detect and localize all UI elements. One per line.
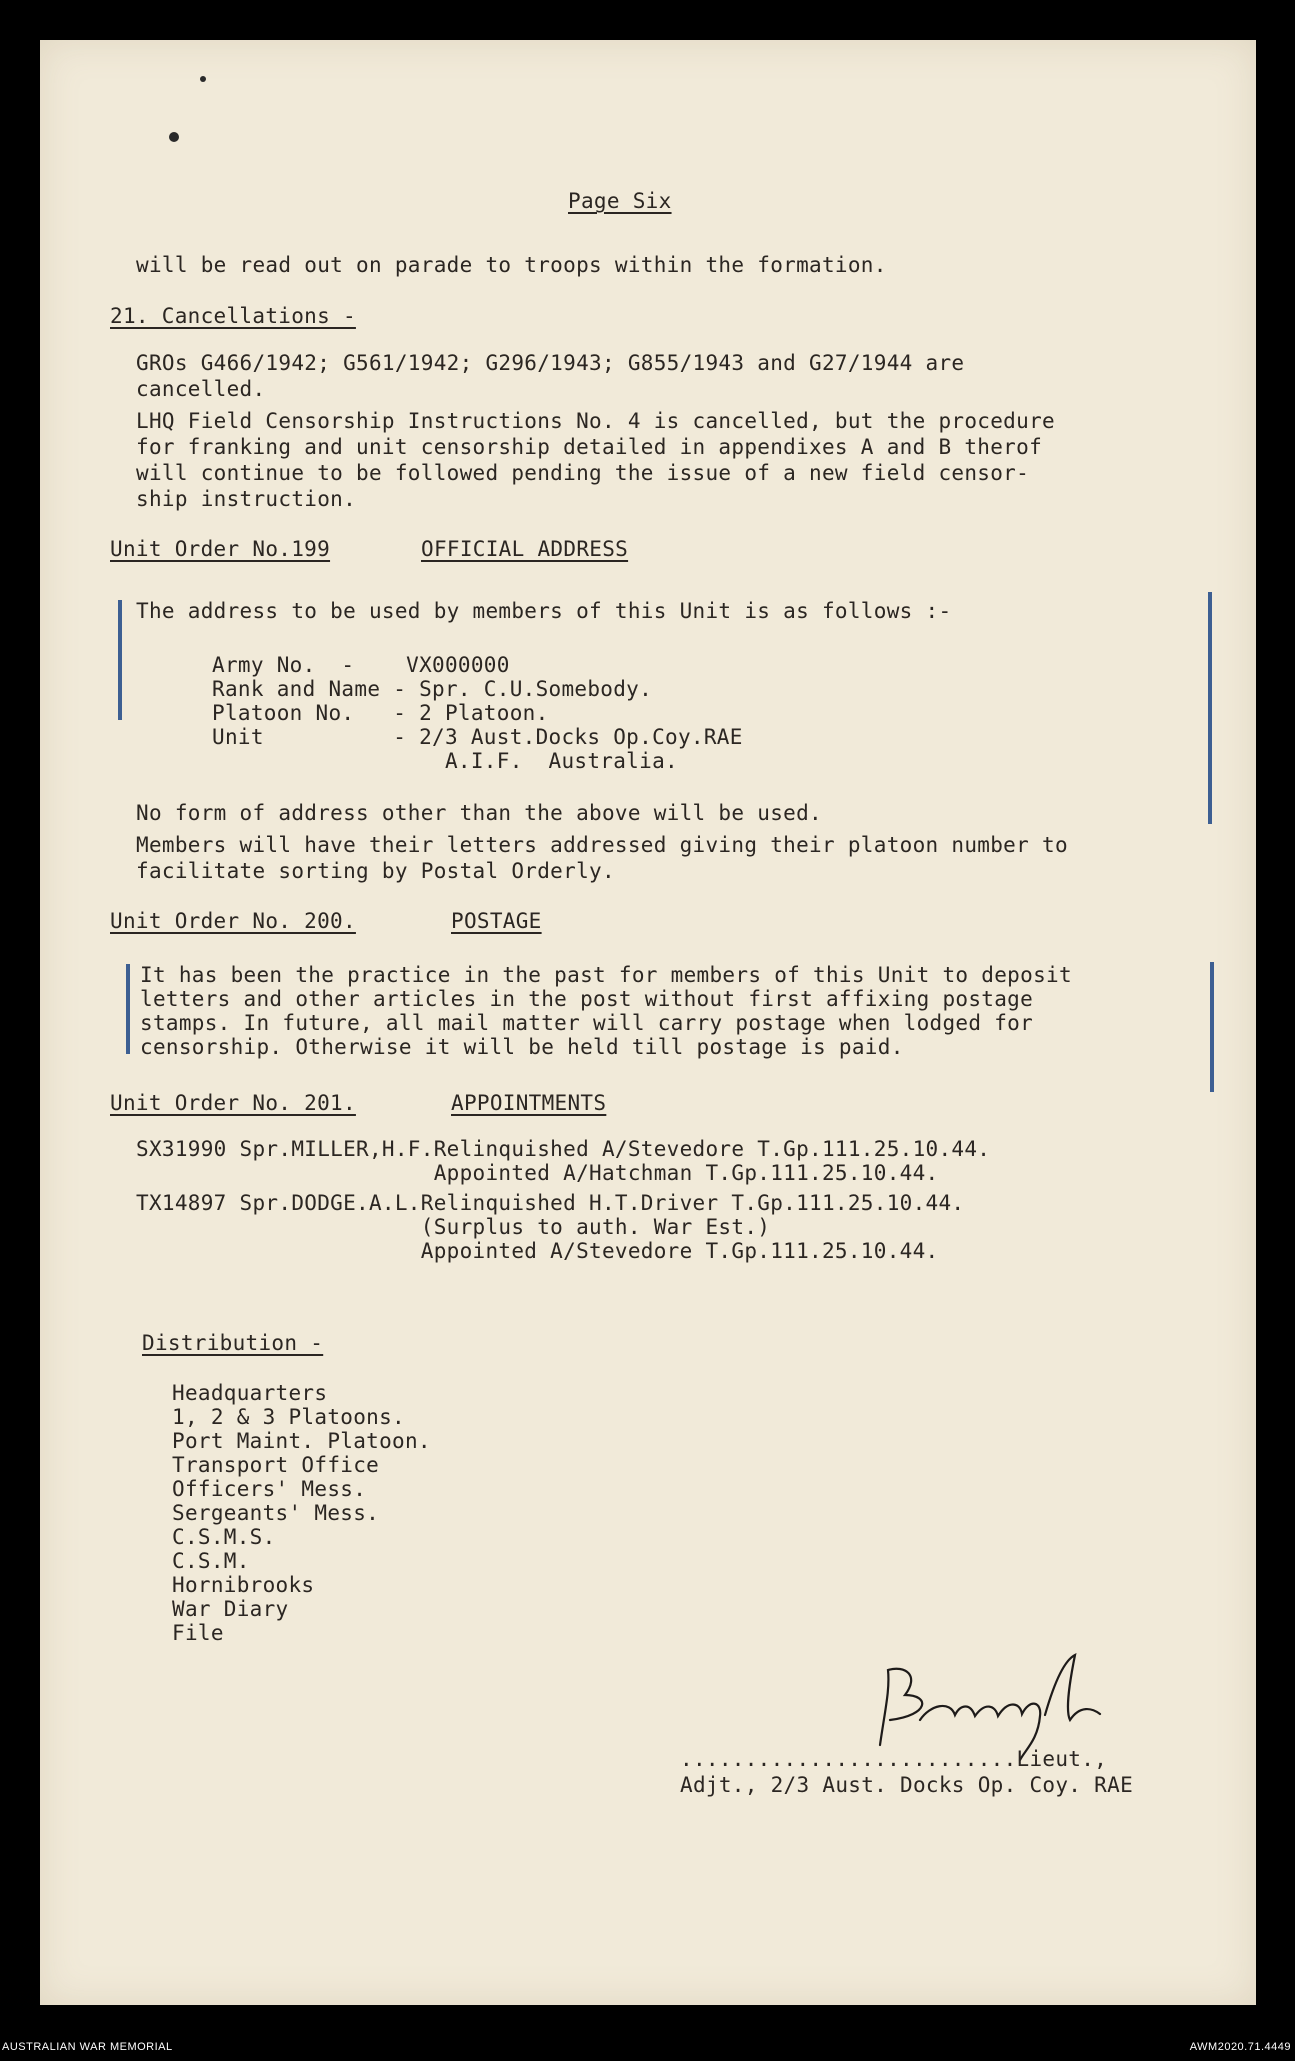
order-199-para-line2: facilitate sorting by Postal Orderly.: [136, 859, 615, 883]
footer-left: AUSTRALIAN WAR MEMORIAL: [2, 2041, 173, 2053]
footer-right: AWM2020.71.4449: [1189, 2041, 1291, 2053]
distribution-item: Headquarters: [172, 1381, 328, 1405]
appointment-entry-line: (Surplus to auth. War Est.): [136, 1215, 771, 1239]
section-21-heading: 21. Cancellations -: [110, 304, 356, 328]
order-199-title: OFFICIAL ADDRESS: [421, 537, 629, 561]
section-21-para2-line1: LHQ Field Censorship Instructions No. 4 is cancelled, but the procedure: [136, 409, 1055, 433]
address-line: Rank and Name - Spr. C.U.Somebody.: [212, 677, 653, 701]
distribution-item: War Diary: [172, 1597, 289, 1621]
appointment-entry-line: TX14897 Spr.DODGE.A.L.Relinquished H.T.Driver T.Gp.111.25.10.44.: [136, 1191, 965, 1215]
order-199-number: Unit Order No.199: [110, 537, 331, 561]
distribution-heading: Distribution -: [142, 1331, 324, 1355]
distribution-item: C.S.M.S.: [172, 1525, 276, 1549]
blue-margin-mark: [1210, 962, 1214, 1092]
page-header: Page Six: [568, 189, 672, 213]
section-21-para1-line2: cancelled.: [136, 377, 266, 401]
blue-margin-mark: [126, 964, 130, 1054]
distribution-item: C.S.M.: [172, 1549, 250, 1573]
order-200-para-line1: It has been the practice in the past for members of this Unit to deposit: [140, 963, 1072, 987]
order-199-note: No form of address other than the above will be used.: [136, 801, 822, 825]
address-line: Platoon No. - 2 Platoon.: [212, 701, 549, 725]
appointment-entry-line: Appointed A/Hatchman T.Gp.111.25.10.44.: [136, 1161, 939, 1185]
distribution-item: Sergeants' Mess.: [172, 1501, 380, 1525]
blue-margin-mark: [1208, 592, 1212, 824]
distribution-item: Hornibrooks: [172, 1573, 315, 1597]
address-line: A.I.F. Australia.: [212, 749, 678, 773]
distribution-item: Transport Office: [172, 1453, 380, 1477]
order-200-para-line3: stamps. In future, all mail matter will carry postage when lodged for: [140, 1011, 1034, 1035]
address-line: Unit - 2/3 Aust.Docks Op.Coy.RAE: [212, 725, 743, 749]
order-199-para-line1: Members will have their letters addressed giving their platoon number to: [136, 833, 1068, 857]
order-200-number: Unit Order No. 200.: [110, 909, 356, 933]
section-21-para1-line1: GROs G466/1942; G561/1942; G296/1943; G855/1943 and G27/1944 are: [136, 351, 965, 375]
order-200-para-line2: letters and other articles in the post without first affixing postage: [140, 987, 1034, 1011]
intro-line: will be read out on parade to troops within the formation.: [136, 253, 887, 277]
order-201-number: Unit Order No. 201.: [110, 1091, 356, 1115]
order-201-title: APPOINTMENTS: [451, 1091, 607, 1115]
address-line: Army No. - VX000000: [212, 653, 510, 677]
distribution-item: 1, 2 & 3 Platoons.: [172, 1405, 405, 1429]
document-page: [40, 40, 1256, 2005]
signature-dots-line: ..........................Lieut.,: [680, 1747, 1108, 1771]
blue-margin-mark: [118, 600, 122, 720]
section-21-para2-line4: ship instruction.: [136, 487, 357, 511]
distribution-item: File: [172, 1621, 224, 1645]
staple-mark: [169, 132, 179, 142]
section-21-para2-line3: will continue to be followed pending the issue of a new field censor-: [136, 461, 1030, 485]
order-199-intro: The address to be used by members of this Unit is as follows :-: [136, 599, 952, 623]
appointment-entry-line: Appointed A/Stevedore T.Gp.111.25.10.44.: [136, 1239, 939, 1263]
staple-mark: [200, 76, 206, 82]
distribution-item: Officers' Mess.: [172, 1477, 367, 1501]
order-200-title: POSTAGE: [451, 909, 542, 933]
distribution-item: Port Maint. Platoon.: [172, 1429, 431, 1453]
order-200-para-line4: censorship. Otherwise it will be held till postage is paid.: [140, 1035, 904, 1059]
appointment-entry-line: SX31990 Spr.MILLER,H.F.Relinquished A/Stevedore T.Gp.111.25.10.44.: [136, 1137, 991, 1161]
section-21-para2-line2: for franking and unit censorship detailed in appendixes A and B therof: [136, 435, 1043, 459]
signature-title-line: Adjt., 2/3 Aust. Docks Op. Coy. RAE: [680, 1773, 1134, 1797]
